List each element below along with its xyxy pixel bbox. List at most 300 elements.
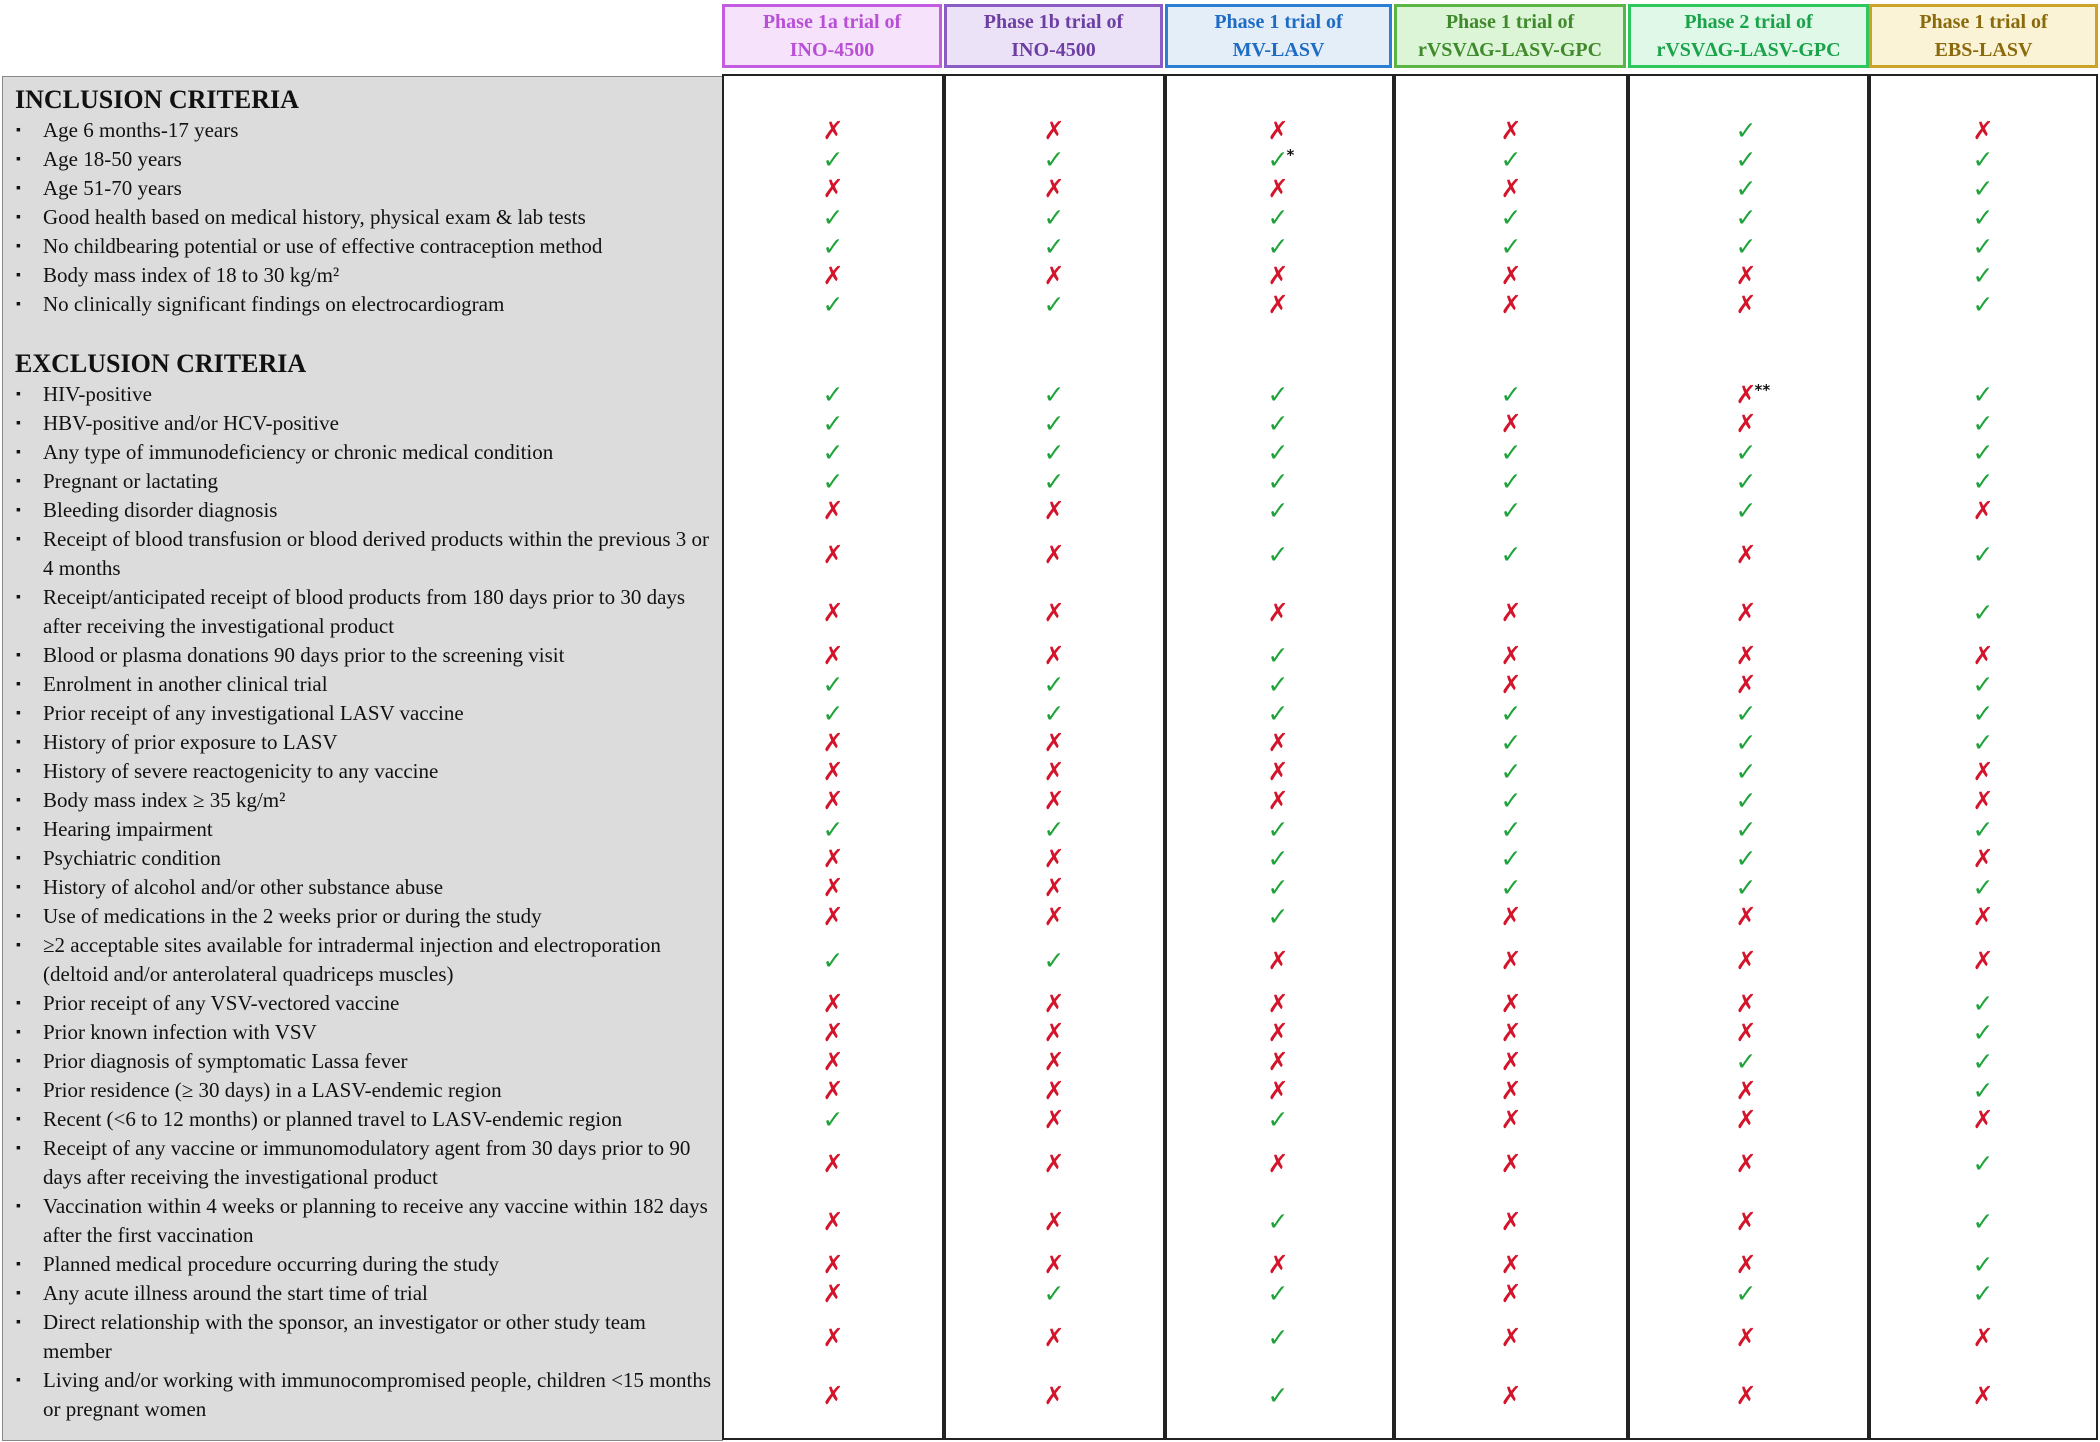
bullet-icon: ▪ bbox=[16, 1112, 21, 1127]
criterion-label: Direct relationship with the sponsor, an investigator or other study team member bbox=[43, 1310, 646, 1363]
check-icon: ✓ bbox=[1972, 670, 1994, 699]
check-icon: ✓ bbox=[1267, 873, 1289, 902]
check-icon: ✓ bbox=[1267, 467, 1289, 496]
criteria-row bbox=[16, 728, 716, 757]
criterion-label: Planned medical procedure occurring during the study bbox=[43, 1252, 500, 1276]
cross-icon: ✗ bbox=[1500, 945, 1522, 975]
check-icon: ✓ bbox=[1972, 203, 1994, 232]
check-icon: ✓ bbox=[1267, 641, 1289, 670]
bullet-icon: ▪ bbox=[16, 210, 21, 225]
bullet-icon: ▪ bbox=[16, 445, 21, 460]
cross-icon: ✗ bbox=[822, 844, 844, 873]
cross-icon: ✗ bbox=[1972, 786, 1994, 815]
cross-icon: ✗ bbox=[1043, 1322, 1065, 1352]
check-icon: ✓ bbox=[1267, 1279, 1289, 1308]
check-icon: ✓ bbox=[1267, 844, 1289, 873]
footnote-marker: ** bbox=[1754, 381, 1771, 399]
cross-icon: ✗ bbox=[1972, 641, 1994, 670]
criteria-row bbox=[16, 1018, 716, 1047]
check-icon: ✓ bbox=[1972, 728, 1994, 757]
check-icon: ✓ bbox=[1267, 815, 1289, 844]
criterion-label: Receipt/anticipated receipt of blood products from 180 days prior to 30 days after receiving the investigational product bbox=[43, 585, 686, 638]
criterion-label: Vaccination within 4 weeks or planning to receive any vaccine within 182 days after the first vaccination bbox=[43, 1194, 708, 1247]
cross-icon: ✗ bbox=[1735, 1018, 1757, 1047]
criterion-label: Use of medications in the 2 weeks prior or during the study bbox=[43, 904, 542, 928]
bullet-icon: ▪ bbox=[16, 764, 21, 779]
criteria-row bbox=[16, 409, 716, 438]
check-icon: ✓ bbox=[1735, 815, 1757, 844]
cross-icon: ✗ bbox=[1267, 1018, 1289, 1047]
bullet-icon: ▪ bbox=[16, 793, 21, 808]
check-icon: ✓ bbox=[1043, 815, 1065, 844]
cross-icon: ✗ bbox=[1043, 1018, 1065, 1047]
cross-icon: ✗ bbox=[822, 728, 844, 757]
check-icon: ✓ bbox=[1043, 145, 1065, 174]
cross-icon: ✗ bbox=[1972, 1105, 1994, 1134]
check-icon: ✓ bbox=[1043, 467, 1065, 496]
criterion-label: Pregnant or lactating bbox=[43, 469, 218, 493]
criteria-row bbox=[16, 116, 716, 145]
check-icon: ✓ bbox=[1735, 1047, 1757, 1076]
bullet-icon: ▪ bbox=[16, 297, 21, 312]
criteria-row bbox=[16, 1308, 716, 1366]
cross-icon: ✗ bbox=[822, 873, 844, 902]
check-icon: ✓ bbox=[1735, 757, 1757, 786]
cross-icon: ✗ bbox=[1500, 597, 1522, 627]
cross-icon: ✗ ** bbox=[1716, 380, 1776, 409]
cross-icon: ✗ bbox=[1500, 290, 1522, 319]
cross-icon: ✗ bbox=[1735, 670, 1757, 699]
criterion-label: Living and/or working with immunocompromised people, children <15 months or pregnant women bbox=[43, 1368, 712, 1421]
check-icon: ✓ bbox=[1500, 539, 1522, 569]
cross-icon: ✗ bbox=[1735, 1148, 1757, 1178]
bullet-icon: ▪ bbox=[16, 532, 21, 547]
cross-icon: ✗ bbox=[1043, 641, 1065, 670]
cross-icon: ✗ bbox=[1500, 902, 1522, 931]
cross-icon: ✗ bbox=[1267, 116, 1289, 145]
check-icon: ✓ bbox=[1267, 380, 1289, 409]
cross-icon: ✗ bbox=[1500, 1148, 1522, 1178]
column-header-line2: MV-LASV bbox=[1232, 39, 1325, 61]
column-header-ino1a bbox=[722, 4, 942, 68]
check-icon: ✓ bbox=[1500, 873, 1522, 902]
check-icon: ✓ bbox=[1972, 467, 1994, 496]
check-icon: ✓ bbox=[1972, 1148, 1994, 1178]
bullet-icon: ▪ bbox=[16, 1199, 21, 1214]
criterion-label: Age 6 months-17 years bbox=[43, 118, 239, 142]
check-icon: ✓ bbox=[1043, 380, 1065, 409]
cross-icon: ✗ bbox=[1500, 1279, 1522, 1308]
criteria-row bbox=[16, 641, 716, 670]
check-icon: ✓ bbox=[822, 467, 844, 496]
cross-icon: ✗ bbox=[1267, 728, 1289, 757]
cross-icon: ✗ bbox=[1735, 1380, 1757, 1410]
check-icon: ✓ bbox=[1735, 203, 1757, 232]
criteria-row bbox=[16, 902, 716, 931]
criterion-label: Body mass index ≥ 35 kg/m² bbox=[43, 788, 286, 812]
criterion-label: No childbearing potential or use of effective contraception method bbox=[43, 234, 603, 258]
criteria-row bbox=[16, 174, 716, 203]
check-icon: ✓ bbox=[1043, 1279, 1065, 1308]
check-icon: ✓ bbox=[1972, 597, 1994, 627]
check-icon: ✓ bbox=[1043, 438, 1065, 467]
check-icon: ✓ bbox=[1043, 290, 1065, 319]
criteria-row bbox=[16, 496, 716, 525]
check-icon: ✓ bbox=[1735, 116, 1757, 145]
check-icon: ✓ bbox=[1972, 290, 1994, 319]
criterion-label: Receipt of any vaccine or immunomodulatory agent from 30 days prior to 90 days after receiving the investigational product bbox=[43, 1136, 691, 1189]
cross-icon: ✗ bbox=[822, 496, 844, 525]
check-icon: ✓ bbox=[1972, 409, 1994, 438]
criteria-row bbox=[16, 1134, 716, 1192]
cross-icon: ✗ bbox=[1043, 989, 1065, 1018]
cross-icon: ✗ bbox=[1267, 989, 1289, 1018]
criteria-row bbox=[16, 1250, 716, 1279]
cross-icon: ✗ bbox=[822, 1018, 844, 1047]
cross-icon: ✗ bbox=[1500, 989, 1522, 1018]
bullet-icon: ▪ bbox=[16, 1373, 21, 1388]
criteria-row bbox=[16, 290, 716, 319]
cross-icon: ✗ bbox=[1043, 728, 1065, 757]
bullet-icon: ▪ bbox=[16, 706, 21, 721]
cross-icon: ✗ bbox=[1500, 116, 1522, 145]
criterion-label: History of alcohol and/or other substance abuse bbox=[43, 875, 444, 899]
criterion-label: Prior diagnosis of symptomatic Lassa fever bbox=[43, 1049, 408, 1073]
cross-icon: ✗ bbox=[822, 989, 844, 1018]
check-icon: ✓ bbox=[1735, 145, 1757, 174]
cross-icon: ✗ bbox=[822, 597, 844, 627]
cross-icon: ✗ bbox=[822, 1047, 844, 1076]
cross-icon: ✗ bbox=[1267, 786, 1289, 815]
column-header-line2: rVSV∆G-LASV-GPC bbox=[1417, 39, 1603, 61]
check-icon: ✓ bbox=[1972, 145, 1994, 174]
check-icon: ✓ bbox=[1735, 174, 1757, 203]
cross-icon: ✗ bbox=[1043, 844, 1065, 873]
check-icon: ✓ bbox=[822, 438, 844, 467]
check-icon: ✓ bbox=[1972, 1047, 1994, 1076]
check-icon: ✓ bbox=[1972, 438, 1994, 467]
cross-icon: ✗ bbox=[1500, 1206, 1522, 1236]
criterion-label: Prior receipt of any VSV-vectored vaccine bbox=[43, 991, 400, 1015]
criteria-row bbox=[16, 261, 716, 290]
criteria-row bbox=[16, 757, 716, 786]
criterion-label: Any type of immunodeficiency or chronic medical condition bbox=[43, 440, 554, 464]
bullet-icon: ▪ bbox=[16, 1286, 21, 1301]
cross-icon: ✗ bbox=[1043, 1206, 1065, 1236]
cross-icon: ✗ bbox=[1735, 539, 1757, 569]
check-icon: ✓ bbox=[1267, 902, 1289, 931]
check-icon: ✓ bbox=[1267, 699, 1289, 728]
cross-icon: ✗ bbox=[822, 786, 844, 815]
cross-icon: ✗ bbox=[1267, 1076, 1289, 1105]
bullet-icon: ▪ bbox=[16, 1083, 21, 1098]
inclusion-criteria-heading: INCLUSION CRITERIA bbox=[15, 85, 299, 114]
bullet-icon: ▪ bbox=[16, 851, 21, 866]
criteria-row bbox=[16, 786, 716, 815]
cross-icon: ✗ bbox=[1043, 174, 1065, 203]
check-icon: ✓ bbox=[1267, 409, 1289, 438]
cross-icon: ✗ bbox=[1735, 1322, 1757, 1352]
cross-icon: ✗ bbox=[1043, 1250, 1065, 1279]
cross-icon: ✗ bbox=[1043, 539, 1065, 569]
check-icon: ✓ bbox=[1043, 945, 1065, 975]
cross-icon: ✗ bbox=[1735, 261, 1757, 290]
bullet-icon: ▪ bbox=[16, 181, 21, 196]
check-icon: ✓ bbox=[1043, 409, 1065, 438]
check-icon: ✓ bbox=[1500, 467, 1522, 496]
cross-icon: ✗ bbox=[1735, 641, 1757, 670]
cross-icon: ✗ bbox=[1267, 945, 1289, 975]
check-icon: ✓ bbox=[1500, 699, 1522, 728]
criteria-row bbox=[16, 467, 716, 496]
cross-icon: ✗ bbox=[1267, 290, 1289, 319]
cross-icon: ✗ bbox=[1735, 989, 1757, 1018]
check-icon: ✓ bbox=[1267, 670, 1289, 699]
check-icon: ✓ bbox=[1500, 815, 1522, 844]
check-icon: ✓ bbox=[1972, 232, 1994, 261]
column-header-line1: Phase 1a trial of bbox=[762, 11, 902, 33]
check-icon: ✓ bbox=[1500, 380, 1522, 409]
criterion-label: Age 51-70 years bbox=[43, 176, 182, 200]
check-icon: ✓ bbox=[822, 380, 844, 409]
cross-icon: ✗ bbox=[1500, 1018, 1522, 1047]
bullet-icon: ▪ bbox=[16, 1025, 21, 1040]
cross-icon: ✗ bbox=[1267, 1148, 1289, 1178]
check-icon: ✓ bbox=[1735, 699, 1757, 728]
criteria-row bbox=[16, 931, 716, 989]
criterion-label: HIV-positive bbox=[43, 382, 152, 406]
check-icon: ✓ bbox=[822, 290, 844, 319]
cross-icon: ✗ bbox=[1267, 1250, 1289, 1279]
check-icon: ✓ bbox=[1972, 1018, 1994, 1047]
cross-icon: ✗ bbox=[1043, 1105, 1065, 1134]
bullet-icon: ▪ bbox=[16, 1315, 21, 1330]
check-icon: ✓ bbox=[1267, 1206, 1289, 1236]
check-icon: ✓ bbox=[1972, 815, 1994, 844]
bullet-icon: ▪ bbox=[16, 1257, 21, 1272]
cross-icon: ✗ bbox=[822, 641, 844, 670]
check-icon: ✓ bbox=[1500, 438, 1522, 467]
check-icon: ✓ bbox=[822, 232, 844, 261]
cross-icon: ✗ bbox=[822, 1076, 844, 1105]
check-icon: ✓ bbox=[1267, 1380, 1289, 1410]
check-icon: ✓ bbox=[822, 670, 844, 699]
criterion-label: Prior known infection with VSV bbox=[43, 1020, 317, 1044]
check-icon: ✓ * bbox=[1248, 145, 1308, 174]
check-icon: ✓ bbox=[1735, 786, 1757, 815]
cross-icon: ✗ bbox=[1043, 1148, 1065, 1178]
cross-icon: ✗ bbox=[822, 1322, 844, 1352]
cross-icon: ✗ bbox=[822, 174, 844, 203]
bullet-icon: ▪ bbox=[16, 735, 21, 750]
criteria-row bbox=[16, 815, 716, 844]
bullet-icon: ▪ bbox=[16, 239, 21, 254]
cross-icon: ✗ bbox=[1500, 641, 1522, 670]
check-icon: ✓ bbox=[1500, 844, 1522, 873]
cross-icon: ✗ bbox=[1972, 496, 1994, 525]
criterion-label: Age 18-50 years bbox=[43, 147, 182, 171]
criterion-label: Hearing impairment bbox=[43, 817, 213, 841]
check-icon: ✓ bbox=[1972, 699, 1994, 728]
cross-icon: ✗ bbox=[1043, 116, 1065, 145]
criterion-label: Psychiatric condition bbox=[43, 846, 221, 870]
cross-icon: ✗ bbox=[1735, 902, 1757, 931]
criteria-row bbox=[16, 583, 716, 641]
check-icon: ✓ bbox=[1735, 873, 1757, 902]
column-header-line2: EBS-LASV bbox=[1934, 39, 2033, 61]
cross-icon: ✗ bbox=[1043, 902, 1065, 931]
cross-icon: ✗ bbox=[1735, 1076, 1757, 1105]
column-header-line2: INO-4500 bbox=[1011, 39, 1096, 61]
check-icon: ✓ bbox=[1267, 1105, 1289, 1134]
criteria-row bbox=[16, 844, 716, 873]
bullet-icon: ▪ bbox=[16, 648, 21, 663]
cross-icon: ✗ bbox=[1735, 1250, 1757, 1279]
cross-icon: ✗ bbox=[822, 1380, 844, 1410]
column-header-mv bbox=[1165, 4, 1392, 68]
cross-icon: ✗ bbox=[822, 757, 844, 786]
cross-icon: ✗ bbox=[1972, 945, 1994, 975]
check-icon: ✓ bbox=[1043, 232, 1065, 261]
cross-icon: ✗ bbox=[1735, 945, 1757, 975]
bullet-icon: ▪ bbox=[16, 590, 21, 605]
criteria-row bbox=[16, 525, 716, 583]
check-icon: ✓ bbox=[1500, 232, 1522, 261]
check-icon: ✓ bbox=[1735, 496, 1757, 525]
check-icon: ✓ bbox=[1267, 438, 1289, 467]
footnote-marker: * bbox=[1286, 146, 1295, 164]
criteria-row bbox=[16, 1105, 716, 1134]
criteria-row bbox=[16, 145, 716, 174]
column-header-line1: Phase 1 trial of bbox=[1445, 11, 1575, 33]
cross-icon: ✗ bbox=[1972, 1322, 1994, 1352]
bullet-icon: ▪ bbox=[16, 909, 21, 924]
cross-icon: ✗ bbox=[1267, 1047, 1289, 1076]
criteria-row bbox=[16, 203, 716, 232]
check-icon: ✓ bbox=[1500, 786, 1522, 815]
criterion-label: Blood or plasma donations 90 days prior to the screening visit bbox=[43, 643, 565, 667]
cross-icon: ✗ bbox=[1500, 261, 1522, 290]
column-header-rvsv1 bbox=[1394, 4, 1626, 68]
check-icon: ✓ bbox=[1972, 539, 1994, 569]
bullet-icon: ▪ bbox=[16, 387, 21, 402]
check-icon: ✓ bbox=[1735, 438, 1757, 467]
check-icon: ✓ bbox=[1972, 380, 1994, 409]
check-icon: ✓ bbox=[1972, 1279, 1994, 1308]
bullet-icon: ▪ bbox=[16, 880, 21, 895]
cross-icon: ✗ bbox=[1043, 261, 1065, 290]
cross-icon: ✗ bbox=[1500, 409, 1522, 438]
criteria-row bbox=[16, 1192, 716, 1250]
cross-icon: ✗ bbox=[1267, 174, 1289, 203]
check-icon: ✓ bbox=[822, 1105, 844, 1134]
criterion-label: No clinically significant findings on electrocardiogram bbox=[43, 292, 505, 316]
check-icon: ✓ bbox=[1267, 1322, 1289, 1352]
criteria-row bbox=[16, 1366, 716, 1424]
bullet-icon: ▪ bbox=[16, 996, 21, 1011]
check-icon: ✓ bbox=[1735, 844, 1757, 873]
check-icon: ✓ bbox=[1972, 989, 1994, 1018]
cross-icon: ✗ bbox=[1043, 1047, 1065, 1076]
check-icon: ✓ bbox=[1043, 670, 1065, 699]
check-icon: ✓ bbox=[1267, 496, 1289, 525]
criterion-label: HBV-positive and/or HCV-positive bbox=[43, 411, 339, 435]
check-icon: ✓ bbox=[1972, 1250, 1994, 1279]
check-icon: ✓ bbox=[1043, 203, 1065, 232]
check-icon: ✓ bbox=[1972, 261, 1994, 290]
check-icon: ✓ bbox=[1043, 699, 1065, 728]
cross-icon: ✗ bbox=[822, 1148, 844, 1178]
cross-icon: ✗ bbox=[822, 1250, 844, 1279]
cross-icon: ✗ bbox=[822, 116, 844, 145]
cross-icon: ✗ bbox=[1043, 1076, 1065, 1105]
bullet-icon: ▪ bbox=[16, 1054, 21, 1069]
exclusion-criteria-heading: EXCLUSION CRITERIA bbox=[15, 349, 307, 378]
cross-icon: ✗ bbox=[822, 902, 844, 931]
check-icon: ✓ bbox=[1735, 1279, 1757, 1308]
check-icon: ✓ bbox=[1267, 232, 1289, 261]
criterion-label: Recent (<6 to 12 months) or planned travel to LASV-endemic region bbox=[43, 1107, 623, 1131]
check-icon: ✓ bbox=[1500, 145, 1522, 174]
bullet-icon: ▪ bbox=[16, 152, 21, 167]
bullet-icon: ▪ bbox=[16, 123, 21, 138]
check-icon: ✓ bbox=[1972, 873, 1994, 902]
check-icon: ✓ bbox=[1267, 203, 1289, 232]
check-icon: ✓ bbox=[1735, 467, 1757, 496]
criteria-row bbox=[16, 1279, 716, 1308]
column-header-line2: INO-4500 bbox=[789, 39, 875, 61]
column-header-ino1b bbox=[944, 4, 1163, 68]
check-icon: ✓ bbox=[1972, 174, 1994, 203]
check-icon: ✓ bbox=[1972, 1206, 1994, 1236]
criterion-label: Prior residence (≥ 30 days) in a LASV-endemic region bbox=[43, 1078, 502, 1102]
check-icon: ✓ bbox=[1500, 728, 1522, 757]
bullet-icon: ▪ bbox=[16, 822, 21, 837]
cross-icon: ✗ bbox=[822, 1206, 844, 1236]
criterion-label: History of severe reactogenicity to any vaccine bbox=[43, 759, 439, 783]
check-icon: ✓ bbox=[822, 409, 844, 438]
criteria-row bbox=[16, 380, 716, 409]
column-header-ebs bbox=[1869, 4, 2098, 68]
criterion-label: Enrolment in another clinical trial bbox=[43, 672, 328, 696]
criteria-row bbox=[16, 1076, 716, 1105]
cross-icon: ✗ bbox=[1972, 1380, 1994, 1410]
criterion-label: Good health based on medical history, physical exam & lab tests bbox=[43, 205, 586, 229]
cross-icon: ✗ bbox=[1043, 496, 1065, 525]
cross-icon: ✗ bbox=[1735, 1105, 1757, 1134]
cross-icon: ✗ bbox=[1500, 174, 1522, 203]
column-header-line2: rVSV∆G-LASV-GPC bbox=[1656, 39, 1841, 61]
bullet-icon: ▪ bbox=[16, 1141, 21, 1156]
criterion-label: Body mass index of 18 to 30 kg/m² bbox=[43, 263, 340, 287]
check-icon: ✓ bbox=[822, 699, 844, 728]
criterion-label: Receipt of blood transfusion or blood derived products within the previous 3 or 4 months bbox=[43, 527, 710, 580]
check-icon: ✓ bbox=[1500, 496, 1522, 525]
bullet-icon: ▪ bbox=[16, 677, 21, 692]
cross-icon: ✗ bbox=[822, 539, 844, 569]
check-icon: ✓ bbox=[1972, 1076, 1994, 1105]
cross-icon: ✗ bbox=[1972, 116, 1994, 145]
cross-icon: ✗ bbox=[1735, 597, 1757, 627]
criterion-label: Prior receipt of any investigational LASV vaccine bbox=[43, 701, 464, 725]
cross-icon: ✗ bbox=[1735, 1206, 1757, 1236]
column-header-rvsv2 bbox=[1628, 4, 1869, 68]
cross-icon: ✗ bbox=[1735, 409, 1757, 438]
criteria-row bbox=[16, 873, 716, 902]
cross-icon: ✗ bbox=[1500, 1380, 1522, 1410]
cross-icon: ✗ bbox=[1972, 757, 1994, 786]
check-icon: ✓ bbox=[822, 145, 844, 174]
